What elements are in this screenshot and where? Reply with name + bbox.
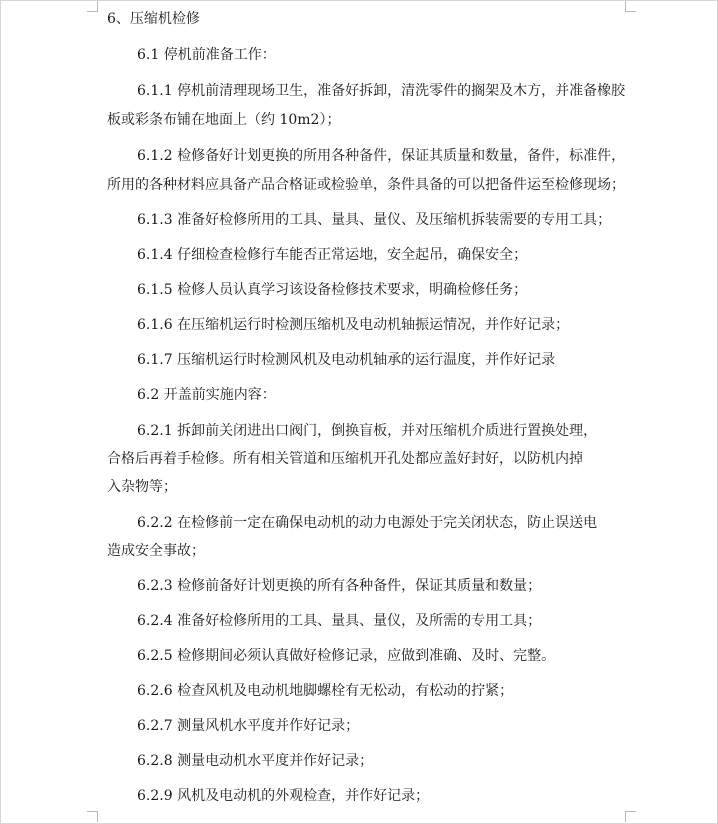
paragraph-line: 6.2.7 测量风机水平度并作好记录； xyxy=(137,718,360,734)
paragraph-line: 6.2.1 拆卸前关闭进出口阀门，倒换盲板，并对压缩机介质进行置换处理， xyxy=(137,423,598,439)
paragraph-line: 6.1.7 压缩机运行时检测风机及电动机轴承的运行温度，并作好记录 xyxy=(137,352,556,368)
paragraph-line: 6.1.1 停机前清理现场卫生，准备好拆卸，清洗零件的搁架及木方，并准备橡胶 xyxy=(137,83,626,99)
paragraph-line: 所用的各种材料应具备产品合格证或检验单，条件具备的可以把备件运至检修现场； xyxy=(107,177,625,193)
paragraph-line: 6.2 开盖前实施内容： xyxy=(137,387,276,403)
paragraph-line: 6.2.9 风机及电动机的外观检查，并作好记录； xyxy=(137,788,430,804)
paragraph-line: 6.1.3 准备好检修所用的工具、量具、量仪、及压缩机拆装需要的专用工具； xyxy=(137,212,612,228)
margin-corner-top-left xyxy=(87,1,98,12)
paragraph-line: 6.1.6 在压缩机运行时检测压缩机及电动机轴振运情况，并作好记录； xyxy=(137,317,570,333)
paragraph-line: 6.2.6 检查风机及电动机地脚螺栓有无松动，有松动的拧紧； xyxy=(137,683,514,699)
paragraph-line: 6.1.2 检修备好计划更换的所用各种备件，保证其质量和数量，备件，标准件， xyxy=(137,148,626,164)
paragraph-line: 合格后再着手检修。所有相关管道和压缩机开孔处都应盖好封好，以防机内掉 xyxy=(107,451,583,467)
paragraph-line: 6.1.4 仔细检查检修行车能否正常运地，安全起吊，确保安全； xyxy=(137,247,528,263)
section-heading: 6、压缩机检修 xyxy=(107,11,200,27)
paragraph-line: 6.2.4 准备好检修所用的工具、量具、量仪，及所需的专用工具； xyxy=(137,613,542,629)
paragraph-line: 6.2.8 测量电动机水平度并作好记录； xyxy=(137,753,374,769)
paragraph-line: 6.1 停机前准备工作： xyxy=(137,47,276,63)
margin-corner-top-right xyxy=(625,1,636,12)
paragraph-line: 6.2.2 在检修前一定在确保电动机的动力电源处于完关闭状态，防止误送电 xyxy=(137,515,598,531)
paragraph-line: 6.2.3 检修前备好计划更换的所有各种备件，保证其质量和数量； xyxy=(137,578,542,594)
margin-corner-bottom-left xyxy=(87,811,98,822)
paragraph-line: 6.1.5 检修人员认真学习该设备检修技术要求，明确检修任务； xyxy=(137,282,528,298)
paragraph-line: 6.2.5 检修期间必须认真做好检修记录，应做到准确、及时、完整。 xyxy=(137,648,556,664)
paragraph-line: 板或彩条布铺在地面上（约 10m2）； xyxy=(107,112,341,128)
margin-corner-bottom-right xyxy=(625,811,636,822)
paragraph-line: 造成安全事故； xyxy=(107,543,205,559)
paragraph-line: 入杂物等； xyxy=(107,479,177,495)
